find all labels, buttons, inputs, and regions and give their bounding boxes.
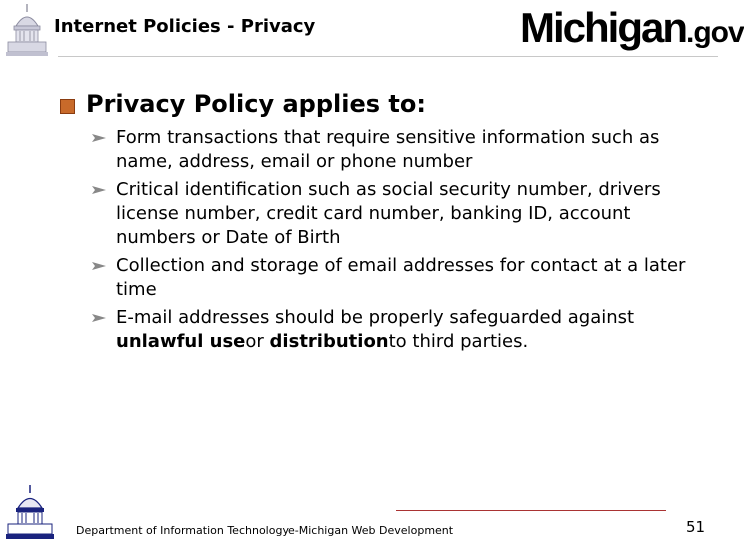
list-item	[92, 306, 692, 354]
footer-project: e-Michigan Web Development	[288, 524, 454, 537]
arrow-bullet-icon	[92, 186, 106, 194]
capitol-dome-icon	[4, 2, 50, 60]
logo-suffix-text: .gov	[686, 16, 744, 49]
list-item	[92, 178, 692, 250]
footer-divider	[396, 510, 666, 511]
page-number: 51	[686, 518, 706, 536]
emphasis-distribution: distribution	[269, 331, 389, 352]
footer-department: Department of Information Technology	[76, 524, 289, 537]
michigan-gov-logo	[520, 4, 744, 51]
bullet-text: Form transactions that require sensitive information such as name, address, email or phone number	[116, 127, 660, 172]
arrow-bullet-icon	[92, 262, 106, 270]
bullet-list	[92, 126, 692, 358]
square-bullet-icon	[60, 99, 75, 114]
header-divider	[58, 56, 718, 57]
list-item	[92, 254, 692, 302]
bullet-text: Collection and storage of email addresses for contact at a later time	[116, 255, 686, 300]
emphasis-unlawful-use: unlawful use	[116, 331, 246, 352]
bullet-text: Critical identification such as social security number, drivers license number, credit card number, banking ID, account numbers or Date of Birth	[116, 179, 661, 248]
arrow-bullet-icon	[92, 134, 106, 142]
bullet-text-part: E-mail addresses should be properly safeguarded against	[116, 307, 635, 328]
capitol-dome-footer-icon	[4, 484, 56, 540]
arrow-bullet-icon	[92, 314, 106, 322]
slide-heading: Privacy Policy applies to:	[86, 90, 426, 118]
list-item	[92, 126, 692, 174]
logo-main-text: Michigan	[520, 4, 687, 51]
bullet-text-part: to third parties.	[388, 331, 529, 352]
bullet-text-part: or	[245, 331, 270, 352]
slide-header-title: Internet Policies - Privacy	[54, 16, 316, 37]
